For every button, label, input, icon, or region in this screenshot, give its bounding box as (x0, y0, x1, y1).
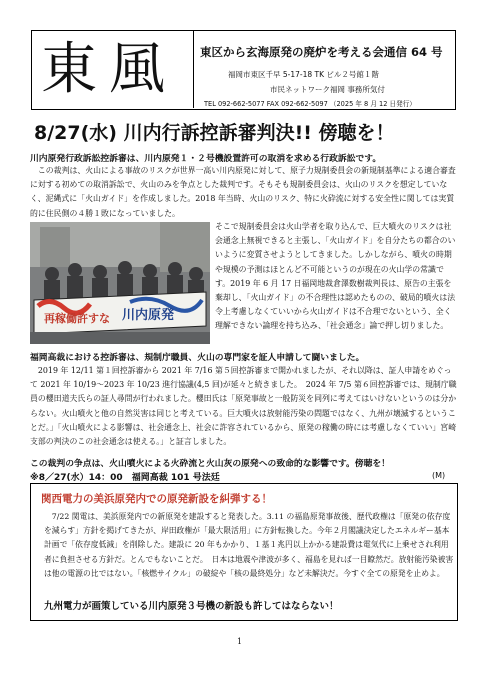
banner-text-right: 川内原発 (122, 308, 175, 323)
page-number: 1 (237, 637, 243, 646)
protest-photo (30, 222, 210, 344)
section1-paragraph-2: そこで規制委員会は火山学者を取り込んで、巨大噴火のリスクは社会通念上無視できると主張し、「火山ガイド」を自分たちの都合のいいように変質させようとしてきました。しかしながら、噴火の時期や規模の予測はほとんど不可能というのが現在の火山学の常識です。2019 年 6 月 17 日福岡地裁倉澤数樹裁判長は、原告の主張を棄却し、「火山ガイド」の不合理性は認めたものの、破局的噴火は法令上考慮しなくていいから火山ガイドは不合理でないという、全く理解できない論理を持ち込み、「社会通念」論で押し切りました。 (215, 222, 456, 331)
masthead-organization: 市民ネットワーク福岡 事務所気付 (270, 85, 385, 94)
mihama-article-body (44, 510, 454, 581)
section2-paragraph (30, 364, 458, 449)
author-mark: (M) (432, 471, 446, 480)
masthead-address: 福岡市東区千早 5-17-18 TK ビル２号館１階 (228, 70, 379, 79)
protest-photo-illustration (30, 222, 210, 344)
section3-subtitle: この裁判の争点は、火山噴火による火砕流と火山灰の原発への致命的な影響です。傍聴を！ (30, 459, 390, 469)
mihama-article-title: 関西電力の美浜原発内での原発新設を糾弾する！ (41, 493, 272, 505)
masthead-title: 東区から玄海原発の廃炉を考える会通信 64 号 (200, 45, 443, 59)
masthead-contact: TEL 092-662-5077 FAX 092-662-5097 （2025 年 8 月 12 日発行） (204, 100, 416, 108)
section2-subtitle: 福岡高裁における控訴審は、規制庁職員、火山の専門家を証人申請して闘いました。 (30, 353, 365, 363)
newsletter-logo: 東風 (33, 31, 194, 108)
banner-text-left: 再稼働許すな (44, 312, 110, 325)
section1-subtitle: 川内原発行政訴訟控訴審は、川内原発１・２号機設置許可の取消を求める行政訴訟です。 (30, 154, 382, 164)
hearing-date-line: ※8／27(水）14：00 福岡高裁 101 号法廷 (30, 473, 220, 483)
mihama-article-text: 7/22 関電は、美浜原発内での新原発を建設すると発表した。3.11 の福島原発事故後、歴代政権は「原発の依存度を減らす」方針を掲げてきたが、岸田政権が「最大限活用」に方針転換した。今年２月閣議決定したエネルギー基本計画で「依存度低減」を削除した。建設に 20 年もかかり、１基１兆円以上かかる建設費は電気代に上乗せされ利用者に負担させる方針だ。とんでもないことだ。 日本は地震や津波が多く、福島を見れば一目瞭然だ。放射能汚染被害は他の電源の比ではない。「核燃サイクル」の破綻や「核の最終処分」など未解決だ。今すぐ全ての原発を止めよ。 (44, 512, 454, 578)
section1-paragraph (30, 164, 458, 221)
section1-paragraph-text: この裁判は、火山による事故のリスクが世界一高い川内原発に対して、原子力規制委員会の新規制基準による適合審査に対する初めての取消訴訟で、火山のみを争点とした裁判です。そもそも規制委員会は、火山のリスクを想定していなく、泥縄式に「火山ガイド」を作成しました。2018 年当時、火山のリスク、特に火砕流に対する安全性に関しては実質的に住民側の４勝１敗になっていました。 (30, 166, 456, 218)
mihama-article-footer: 九州電力が画策している川内原発３号機の新設も許してはならない！ (44, 601, 339, 612)
section2-paragraph-text: 2019 年 12/11 第１回控訴審から 2021 年 7/16 第５回控訴審まで開かれましたが、それ以降は、証人申請をめぐって 2021 年 10/19～2023 年 10/23 進行協議(4,5 回)が延々と続きました。 2024 年 7/5 第６回控訴審では、規制庁職員の櫻田道夫氏らの証人尋問が行われました。櫻田氏は「原発事故と一般防災を同列に考えてはいけないというのは分からない。火山噴火と他の自然災害は同じと考えている。巨大噴火は放射能汚染の問題ではなく、九州が壊滅するということだ。」「火山噴火による影響は、社会通念上、社会に許容されているから、原発の稼働の時には考慮しなくていい」宮崎支部の判決のこの社会通念は使える。」と証言しました。 (30, 366, 457, 447)
page-headline: 8/27(水) 川内行訴控訴審判決!! 傍聴を！ (34, 122, 395, 144)
